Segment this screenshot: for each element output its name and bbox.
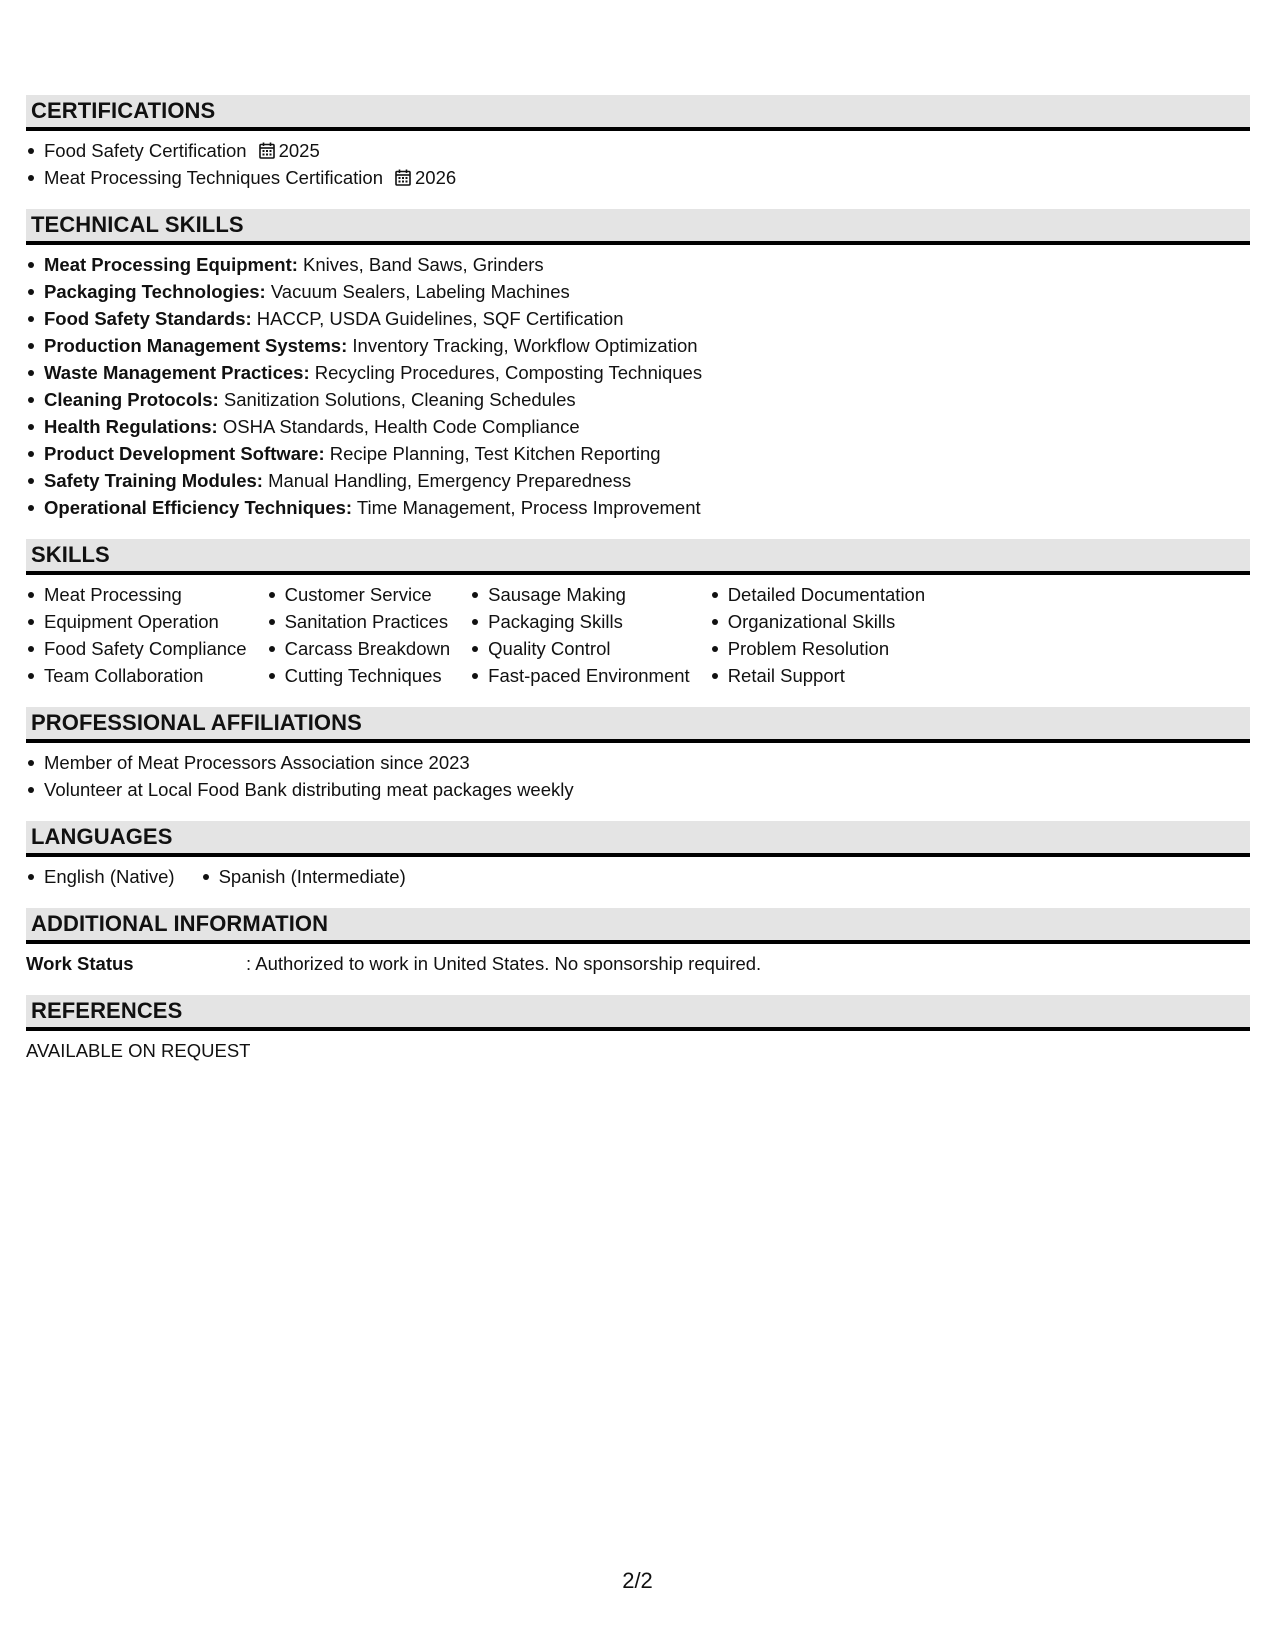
skill-values: Recipe Planning, Test Kitchen Reporting	[329, 443, 661, 464]
resume-page	[26, 95, 1250, 1064]
calendar-icon	[395, 166, 411, 193]
skill-category: Packaging Technologies:	[44, 281, 266, 302]
list-item	[26, 164, 1250, 191]
list-item	[26, 251, 1250, 278]
languages-header: LANGUAGES	[26, 821, 1250, 857]
technical-skills-header: TECHNICAL SKILLS	[26, 209, 1250, 245]
certification-name: Meat Processing Techniques Certification	[44, 167, 383, 188]
list-item	[26, 332, 1250, 359]
list-item	[26, 440, 1250, 467]
work-status-value: : Authorized to work in United States. No sponsorship required.	[246, 953, 762, 974]
list-item: Food Safety Compliance	[26, 635, 267, 662]
skill-category: Operational Efficiency Techniques:	[44, 497, 353, 518]
skill-values: Vacuum Sealers, Labeling Machines	[270, 281, 570, 302]
list-item: Retail Support	[710, 662, 945, 689]
skill-values: HACCP, USDA Guidelines, SQF Certification	[256, 308, 624, 329]
skill-values: Recycling Procedures, Composting Techniques	[314, 362, 703, 383]
list-item	[26, 386, 1250, 413]
list-item: Sanitation Practices	[267, 608, 471, 635]
certifications-list	[26, 137, 1250, 191]
skill-values: OSHA Standards, Health Code Compliance	[222, 416, 580, 437]
skills-column	[26, 581, 267, 689]
list-item: Team Collaboration	[26, 662, 267, 689]
work-status-row	[26, 950, 1250, 977]
list-item: Detailed Documentation	[710, 581, 945, 608]
list-item: Cutting Techniques	[267, 662, 471, 689]
list-item: Member of Meat Processors Association since 2023	[26, 749, 1250, 776]
skills-column	[710, 581, 945, 689]
skill-category: Cleaning Protocols:	[44, 389, 219, 410]
additional-info-header: ADDITIONAL INFORMATION	[26, 908, 1250, 944]
affiliations-list	[26, 749, 1250, 803]
skill-category: Product Development Software:	[44, 443, 325, 464]
list-item: Volunteer at Local Food Bank distributing meat packages weekly	[26, 776, 1250, 803]
certification-year: 2025	[278, 140, 320, 161]
references-header: REFERENCES	[26, 995, 1250, 1031]
calendar-icon	[259, 139, 275, 166]
skill-values: Inventory Tracking, Workflow Optimization	[352, 335, 698, 356]
list-item: Packaging Skills	[470, 608, 710, 635]
list-item	[26, 137, 1250, 164]
page-number: 2/2	[622, 1568, 653, 1593]
list-item	[26, 413, 1250, 440]
skill-values: Manual Handling, Emergency Preparedness	[268, 470, 632, 491]
list-item: Carcass Breakdown	[267, 635, 471, 662]
skill-category: Food Safety Standards:	[44, 308, 252, 329]
technical-skills-list	[26, 251, 1250, 521]
skills-grid	[26, 581, 1250, 689]
list-item: Equipment Operation	[26, 608, 267, 635]
skill-values: Time Management, Process Improvement	[356, 497, 701, 518]
references-text: AVAILABLE ON REQUEST	[26, 1040, 251, 1061]
list-item: Meat Processing	[26, 581, 267, 608]
skill-category: Safety Training Modules:	[44, 470, 263, 491]
certification-name: Food Safety Certification	[44, 140, 247, 161]
certification-year: 2026	[415, 167, 457, 188]
skill-category: Production Management Systems:	[44, 335, 348, 356]
list-item: Customer Service	[267, 581, 471, 608]
languages-list	[26, 863, 1250, 890]
list-item: Organizational Skills	[710, 608, 945, 635]
list-item: Sausage Making	[470, 581, 710, 608]
skills-header: SKILLS	[26, 539, 1250, 575]
list-item	[26, 305, 1250, 332]
skill-values: Knives, Band Saws, Grinders	[303, 254, 544, 275]
list-item: Fast-paced Environment	[470, 662, 710, 689]
list-item: English (Native)	[26, 863, 175, 890]
work-status-label: Work Status	[26, 953, 134, 974]
skill-category: Health Regulations:	[44, 416, 218, 437]
list-item	[26, 278, 1250, 305]
list-item	[26, 359, 1250, 386]
skill-values: Sanitization Solutions, Cleaning Schedules	[223, 389, 576, 410]
certifications-header: CERTIFICATIONS	[26, 95, 1250, 131]
list-item	[26, 494, 1250, 521]
list-item	[26, 467, 1250, 494]
skills-column	[267, 581, 471, 689]
skill-category: Waste Management Practices:	[44, 362, 310, 383]
skills-column	[470, 581, 710, 689]
list-item: Problem Resolution	[710, 635, 945, 662]
list-item: Spanish (Intermediate)	[201, 863, 406, 890]
affiliations-header: PROFESSIONAL AFFILIATIONS	[26, 707, 1250, 743]
skill-category: Meat Processing Equipment:	[44, 254, 298, 275]
list-item: Quality Control	[470, 635, 710, 662]
